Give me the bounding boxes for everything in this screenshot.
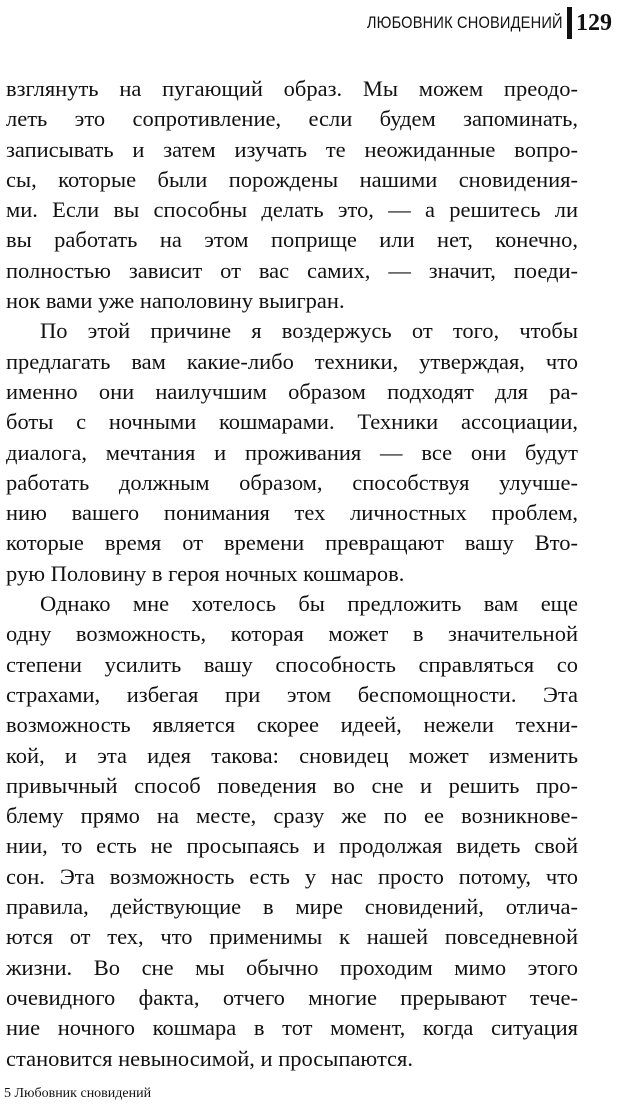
text-line: привычный способ поведения во сне и решить про- bbox=[6, 772, 578, 798]
text-line: одну возможность, которая может в значительной bbox=[6, 621, 578, 647]
text-line: предлагать вам какие-либо техники, утверждая, что bbox=[6, 348, 578, 374]
text-line: работать должным образом, способствуя улучше- bbox=[6, 469, 578, 495]
text-line: диалога, мечтания и проживания — все они будут bbox=[6, 439, 578, 465]
body-text bbox=[6, 74, 578, 1074]
text-line: нок вами уже наполовину выигран. bbox=[6, 288, 345, 314]
text-line: нии, то есть не просыпаясь и продолжая видеть свой bbox=[6, 833, 578, 859]
text-line: нию вашего понимания тех личностных проблем, bbox=[6, 500, 578, 526]
text-line: сон. Эта возможность есть у нас просто потому, что bbox=[6, 863, 578, 889]
text-line: полностью зависит от вас самих, — значит, поеди- bbox=[6, 257, 578, 283]
text-line: ются от тех, что применимы к нашей повседневной bbox=[6, 924, 578, 950]
text-line: ми. Если вы способны делать это, — а решитесь ли bbox=[6, 197, 578, 223]
text-line: леть это сопротивление, если будем запоминать, bbox=[6, 106, 578, 132]
text-line: правила, действующие в мире сновидений, отлича- bbox=[6, 894, 578, 920]
text-line: записывать и затем изучать те неожиданные вопро- bbox=[6, 136, 578, 162]
text-line: становится невыносимой, и просыпаются. bbox=[6, 1045, 414, 1071]
header-rule bbox=[567, 7, 572, 39]
text-line: рую Половину в героя ночных кошмаров. bbox=[6, 560, 405, 586]
text-line: степени усилить вашу способность справляться со bbox=[6, 651, 578, 677]
text-line: Однако мне хотелось бы предложить вам еще bbox=[40, 591, 578, 617]
text-line: страхами, избегая при этом беспомощности. Эта bbox=[6, 681, 578, 707]
signature-footer: 5 Любовник сновидений bbox=[4, 1086, 152, 1101]
text-line: боты с ночными кошмарами. Техники ассоциации, bbox=[6, 409, 578, 435]
paragraph-1 bbox=[6, 74, 578, 316]
text-line: взглянуть на пугающий образ. Мы можем преодо- bbox=[6, 76, 578, 101]
text-line: которые время от времени превращают вашу Вто- bbox=[6, 530, 578, 556]
text-line: ние ночного кошмара в тот момент, когда ситуация bbox=[6, 1015, 578, 1041]
text-line: именно они наилучшим образом подходят для ра- bbox=[6, 378, 578, 404]
text-line: По этой причине я воздержусь от того, чтобы bbox=[40, 318, 578, 344]
running-header bbox=[335, 6, 612, 40]
text-line: кой, и эта идея такова: сновидец может изменить bbox=[6, 742, 578, 768]
text-line: сы, которые были порождены нашими сновидения- bbox=[6, 166, 578, 192]
text-line: вы работать на этом поприще или нет, конечно, bbox=[6, 227, 578, 253]
text-line: возможность является скорее идеей, нежели техни- bbox=[6, 712, 578, 738]
text-line: очевидного факта, отчего многие прерывают тече- bbox=[6, 984, 578, 1010]
text-line: блему прямо на месте, сразу же по ее возникнове- bbox=[6, 803, 578, 829]
page-number: 129 bbox=[576, 9, 612, 36]
paragraph-3 bbox=[6, 589, 578, 1074]
text-line: жизни. Во сне мы обычно проходим мимо этого bbox=[6, 954, 578, 980]
paragraph-2 bbox=[6, 316, 578, 589]
running-title: ЛЮБОВНИК СНОВИДЕНИЙ bbox=[367, 13, 563, 32]
